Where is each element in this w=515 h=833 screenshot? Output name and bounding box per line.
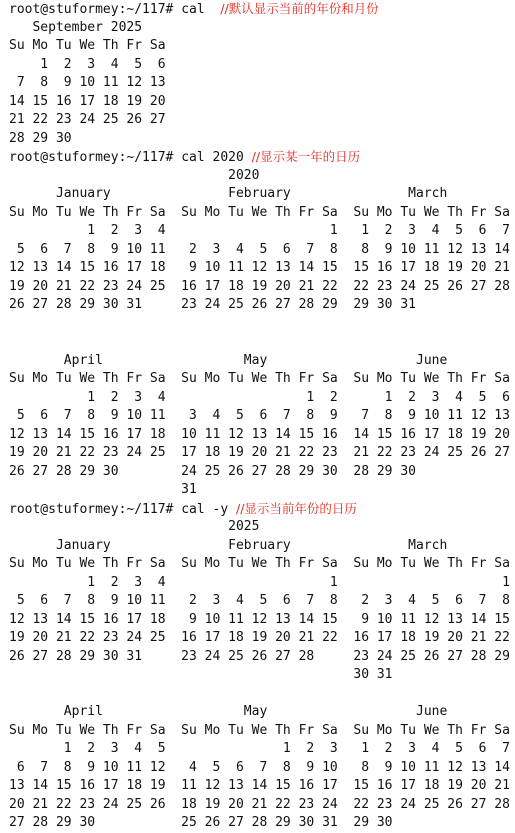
- output-line: 12 13 14 15 16 17 18 10 11 12 13 14 15 16 14 15 16 17 18 19 20: [9, 426, 510, 442]
- output-line: 12 13 14 15 16 17 18 9 10 11 12 13 14 15 9 10 11 12 13 14 15: [9, 611, 510, 627]
- output-line: Su Mo Tu We Th Fr Sa Su Mo Tu We Th Fr Sa Su Mo Tu We Th Fr Sa: [9, 371, 510, 386]
- terminal-output[interactable]: [9, 0, 515, 830]
- command-comment: //显示某一年的日历: [251, 149, 361, 164]
- output-line: 2025: [9, 519, 260, 534]
- shell-prompt: root@stuformey:~/117#: [9, 501, 182, 517]
- output-line: January February March: [9, 186, 448, 201]
- output-line: 5 6 7 8 9 10 11 2 3 4 5 6 7 8 2 3 4 5 6 7 8: [9, 593, 510, 608]
- output-line: Su Mo Tu We Th Fr Sa: [9, 38, 166, 53]
- output-line: 19 20 21 22 23 24 25 17 18 19 20 21 22 23 21 22 23 24 25 26 27: [9, 445, 510, 460]
- command-comment: //默认显示当前的年份和月份: [220, 1, 379, 16]
- output-line: [9, 685, 515, 704]
- output-line: 30 31: [9, 667, 393, 682]
- output-line: 1 2 3 4 5 6: [9, 56, 166, 72]
- output-line: 20 21 22 23 24 25 26 18 19 20 21 22 23 24 22 23 24 25 26 27 28: [9, 796, 510, 812]
- output-line: 19 20 21 22 23 24 25 16 17 18 19 20 21 22 22 23 24 25 26 27 28: [9, 278, 510, 294]
- output-line: 21 22 23 24 25 26 27: [9, 112, 166, 127]
- shell-prompt: root@stuformey:~/117#: [9, 2, 182, 17]
- command-text: cal: [181, 2, 221, 17]
- output-line: 14 15 16 17 18 19 20: [9, 93, 166, 109]
- output-line: 26 27 28 29 30 31 23 24 25 26 27 28 29 29 30 31: [9, 297, 416, 312]
- output-line: 26 27 28 29 30 31 23 24 25 26 27 28 23 24 25 26 27 28 29: [9, 648, 510, 664]
- output-line: January February March: [9, 537, 448, 553]
- output-line: Su Mo Tu We Th Fr Sa Su Mo Tu We Th Fr Sa Su Mo Tu We Th Fr Sa: [9, 556, 510, 571]
- command-text: cal -y: [181, 501, 236, 517]
- output-line: Su Mo Tu We Th Fr Sa Su Mo Tu We Th Fr Sa Su Mo Tu We Th Fr Sa: [9, 722, 510, 738]
- command-line: [9, 0, 515, 19]
- output-line: [9, 315, 515, 334]
- output-line: 28 29 30: [9, 130, 72, 146]
- output-line: 1 2 3 4 1 2 1 2 3 4 5 6: [9, 389, 510, 405]
- output-line: 19 20 21 22 23 24 25 16 17 18 19 20 21 22 16 17 18 19 20 21 22: [9, 630, 510, 645]
- output-line: [9, 333, 515, 352]
- output-line: 13 14 15 16 17 18 19 11 12 13 14 15 16 17 15 16 17 18 19 20 21: [9, 778, 510, 793]
- command-comment: //显示当前年份的日历: [235, 500, 357, 516]
- output-line: 1 2 3 4 5 1 2 3 1 2 3 4 5 6 7: [9, 741, 510, 756]
- output-line: 5 6 7 8 9 10 11 3 4 5 6 7 8 9 7 8 9 10 11 12 13: [9, 408, 510, 423]
- output-line: 1 2 3 4 1 1: [9, 574, 510, 590]
- command-line: [9, 500, 515, 519]
- output-line: 12 13 14 15 16 17 18 9 10 11 12 13 14 15 15 16 17 18 19 20 21: [9, 260, 510, 275]
- output-line: 7 8 9 10 11 12 13: [9, 75, 166, 90]
- output-line: 27 28 29 30 25 26 27 28 29 30 31 29 30: [9, 815, 393, 830]
- output-line: 2020: [9, 167, 260, 183]
- output-line: 5 6 7 8 9 10 11 2 3 4 5 6 7 8 8 9 10 11 12 13 14: [9, 241, 510, 257]
- shell-prompt: root@stuformey:~/117#: [9, 150, 182, 165]
- output-line: September 2025: [9, 19, 143, 35]
- output-line: 26 27 28 29 30 24 25 26 27 28 29 30 28 29 30: [9, 463, 416, 479]
- output-line: 1 2 3 4 1 1 2 3 4 5 6 7: [9, 223, 510, 238]
- command-text: cal 2020: [181, 150, 252, 165]
- output-line: 31: [9, 482, 197, 497]
- command-line: [9, 148, 515, 167]
- output-line: April May June: [9, 704, 448, 719]
- output-line: 6 7 8 9 10 11 12 4 5 6 7 8 9 10 8 9 10 11 12 13 14: [9, 759, 510, 775]
- output-line: April May June: [9, 352, 448, 368]
- output-line: Su Mo Tu We Th Fr Sa Su Mo Tu We Th Fr Sa Su Mo Tu We Th Fr Sa: [9, 204, 510, 220]
